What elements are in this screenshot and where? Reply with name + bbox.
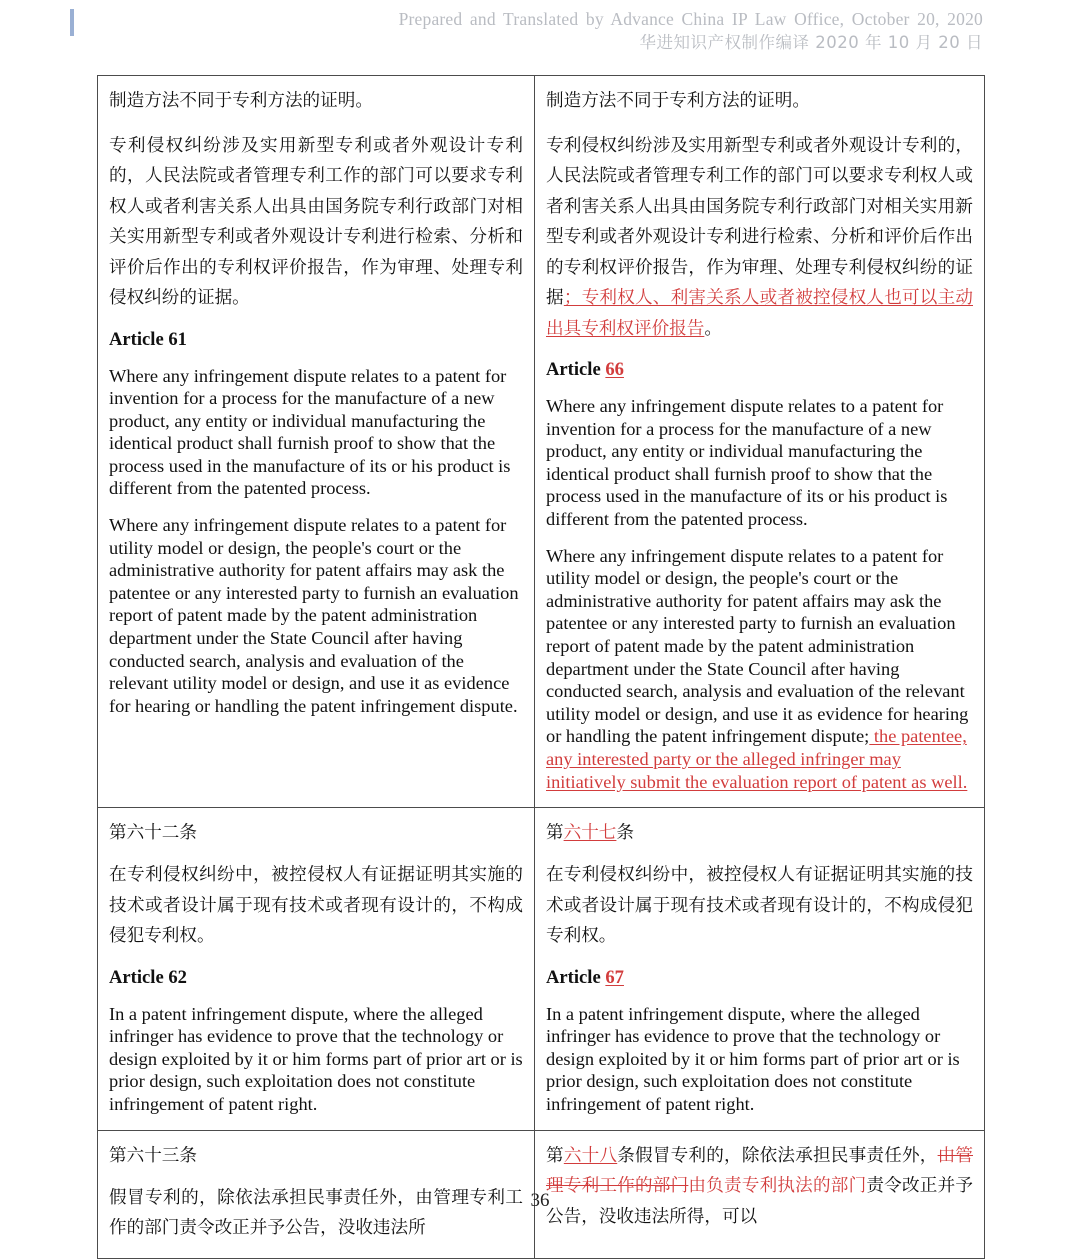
en-body-paragraph-2-revised <box>546 545 973 794</box>
article-heading-english <box>109 328 523 352</box>
cn-heading-number-inserted: 六十七 <box>563 823 617 844</box>
table-row <box>98 808 985 1130</box>
cn-body-paragraph: 假冒专利的，除依法承担民事责任外，由管理专利工作的部门责令改正并予公告，没收违法所 <box>109 1187 523 1239</box>
table-row <box>98 76 985 808</box>
cn-continuation-paragraph: 制造方法不同于专利方法的证明。 <box>546 91 810 111</box>
article-heading-english <box>546 966 973 990</box>
revision-change-bar <box>70 9 74 36</box>
header-english-line: Prepared and Translated by Advance China IP Law Office, October 20, 2020 <box>398 9 983 29</box>
article-number: 61 <box>168 328 187 350</box>
cn-body-paragraph: 在专利侵权纠纷中，被控侵权人有证据证明其实施的技术或者设计属于现有技术或者现有设计的，不构成侵犯专利权。 <box>546 865 973 947</box>
page-header <box>0 0 1080 70</box>
cn-text-part2: 责令改正并予公告，没收违法所得，可以 <box>546 1176 973 1227</box>
en-body-paragraph: In a patent infringement dispute, where the alleged infringer has evidence to prove that the technology or design exploited by it or him forms part of prior art or is prior design, such exploitation does not constitute infringement of patent right. <box>546 1003 960 1114</box>
article-number-revised: 66 <box>605 359 624 380</box>
cell-new-article-67 <box>535 808 985 1130</box>
en-body-paragraph-2: Where any infringement dispute relates to a patent for utility model or design, the people's court or the administrative authority for patent affairs may ask the patentee or any interested party to furnish an evaluation report of patent made by the patent administration department under the State Council after having conducted search, analysis and evaluation of the relevant utility model or design, and use it as evidence for hearing or handling the patent infringement dispute. <box>109 515 519 716</box>
en-body-paragraph-1: Where any infringement dispute relates to a patent for invention for a process for the manufacture of a new product, any entity or individual manufacturing the identical product shall furnish proof to show that the process used in the manufacture of its or his product is different from the patented process. <box>546 396 948 529</box>
bilingual-comparison-table <box>97 75 985 1259</box>
cn-body-paragraph: 在专利侵权纠纷中，被控侵权人有证据证明其实施的技术或者设计属于现有技术或者现有设计的，不构成侵犯专利权。 <box>109 865 523 947</box>
cell-new-article-66 <box>535 76 985 808</box>
cn-heading-prefix: 第 <box>546 1145 564 1166</box>
cell-old-article-62 <box>98 808 535 1130</box>
en-text-inserted: the patentee, any interested party or the alleged infringer may initiatively submit the evaluation report of patent as well. <box>546 726 968 792</box>
cn-article-heading: 第六十三条 <box>109 1145 197 1166</box>
article-number: 62 <box>168 966 187 988</box>
article-label: Article <box>546 359 601 380</box>
cn-text-part1: 假冒专利的，除依法承担民事责任外， <box>635 1145 938 1166</box>
cn-body-paragraph: 专利侵权纠纷涉及实用新型专利或者外观设计专利的，人民法院或者管理专利工作的部门可以要求专利权人或者利害关系人出具由国务院专利行政部门对相关实用新型专利或者外观设计专利进行检索、分析和评价后作出的专利权评价报告，作为审理、处理专利侵权纠纷的证据。 <box>109 135 523 308</box>
en-body-paragraph: In a patent infringement dispute, where the alleged infringer has evidence to prove that the technology or design exploited by it or him forms part of prior art or is prior design, such exploitation does not constitute infringement of patent right. <box>109 1003 523 1114</box>
cn-text-inserted: ；专利权人、利害关系人或者被控侵权人也可以主动出具专利权评价报告 <box>546 288 973 339</box>
article-heading-english <box>546 358 973 382</box>
cn-text-tail: 。 <box>704 318 722 339</box>
article-number-revised: 67 <box>605 966 624 988</box>
article-heading-english <box>109 966 523 990</box>
cn-text-inserted: 由负责专利执法的部门 <box>688 1176 867 1197</box>
cn-heading-number-inserted: 六十八 <box>563 1145 618 1166</box>
cn-article-heading-revised <box>546 818 973 848</box>
cn-heading-prefix: 第 <box>546 823 564 844</box>
page-number: 36 <box>530 1190 550 1211</box>
cn-body-paragraph-revised <box>546 131 973 345</box>
cn-heading-suffix: 条 <box>617 1145 636 1166</box>
header-text-block <box>399 7 983 55</box>
en-body-paragraph-1: Where any infringement dispute relates to a patent for invention for a process for the manufacture of a new product, any entity or individual manufacturing the identical product shall furnish proof to show that the process used in the manufacture of its or his product is different from the patented process. <box>109 365 511 499</box>
cn-text-unchanged: 专利侵权纠纷涉及实用新型专利或者外观设计专利的，人民法院或者管理专利工作的部门可以要求专利权人或者利害关系人出具由国务院专利行政部门对相关实用新型专利或者外观设计专利进行检索、分析和评价后作出的专利权评价报告，作为审理、处理专利侵权纠纷的证据 <box>546 135 973 308</box>
cell-old-article-61 <box>98 76 535 808</box>
cn-continuation-paragraph: 制造方法不同于专利方法的证明。 <box>109 91 373 111</box>
article-label: Article <box>546 966 601 988</box>
article-label: Article <box>109 328 164 350</box>
cn-text-deleted: 由管理专利工作的部门 <box>546 1145 973 1197</box>
header-chinese-line: 华进知识产权制作编译 2020 年 10 月 20 日 <box>639 33 983 52</box>
cn-article-heading: 第六十二条 <box>109 823 197 844</box>
en-text-unchanged: Where any infringement dispute relates to a patent for utility model or design, the people's court or the administrative authority for patent affairs may ask the patentee or any interested party to furnish an evaluation report of patent made by the patent administration department under the State Council after having conducted search, analysis and evaluation of the relevant utility model or design, and use it as evidence for hearing or handling the patent infringement dispute; <box>546 545 969 747</box>
page-footer <box>0 1190 1080 1212</box>
cn-heading-suffix: 条 <box>616 823 635 844</box>
cn-article-paragraph-revised <box>546 1141 973 1233</box>
article-label: Article <box>109 966 164 988</box>
